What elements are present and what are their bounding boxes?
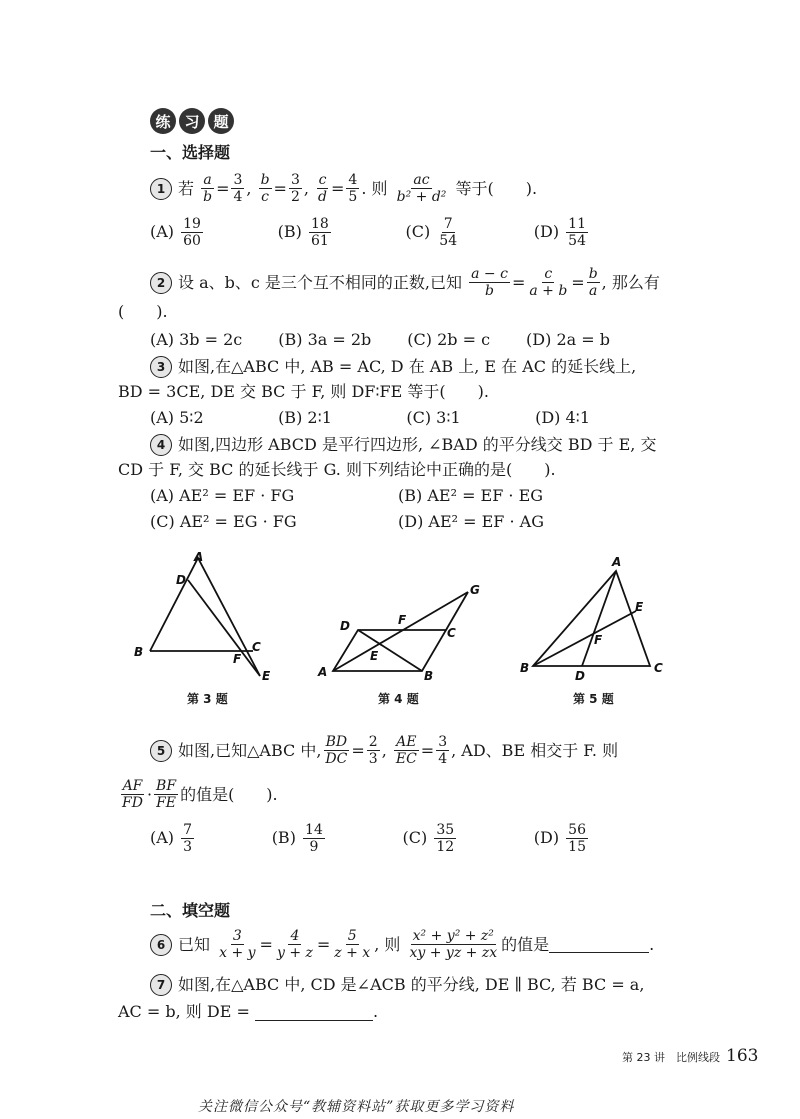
q3-options [150,408,590,428]
question-6: 6 已知 $\frac{3}{x + y}$ = $\frac{4}{y + z}$ = $\frac{5}{z + x}$ , 则 $\frac{\text{x² + y² + z²}}{xy + yz + zx}$ 的值是 . [150,928,654,961]
point-label: D [340,619,350,633]
fraction: $\frac{ac}{\text{b² + d²}}$ [396,172,447,205]
exercise-header [150,108,234,134]
option-d: (D) 4∶1 [535,408,590,427]
header-badge: 习 [179,108,205,134]
fraction: $\frac{4}{y + z}$ [276,928,313,961]
point-label: B [134,645,144,659]
chapter-title: 第 23 讲 比例线段 [622,1051,720,1064]
page-footer [622,1046,758,1066]
question-3 [150,356,636,378]
option-c: (C) $\frac{35}{12}$ [402,822,455,855]
fraction: $\frac{3}{4}$ [233,172,243,205]
question-2: 2 设 a、b、c 是三个互不相同的正数,已知 $\frac{a - c}{b}$ = $\frac{c}{a + b}$ = $\frac{b}{a}$ , 那么有 [150,266,660,299]
point-label: D [176,573,186,587]
question-text: 如图,在△ABC 中, AB = AC, D 在 AB 上, E 在 AC 的延长线上, [178,357,637,376]
option-d: (D) $\frac{11}{54}$ [533,216,586,249]
option-c: (C) AE² = EG · FG [150,512,297,531]
question-text: 如图,四边形 ABCD 是平行四边形, ∠BAD 的平分线交 BD 于 E, 交 [178,435,657,454]
question-1: 1 若 $\frac{a}{b}$ = $\frac{3}{4}$ , $\frac{b}{c}$ = $\frac{3}{2}$ , $\frac{c}{d}$ = $\frac{4}{5}$ . 则 $\frac{ac}{\text{b² + d²}}$ 等于( ). [150,172,537,205]
question-number: 7 [150,974,172,996]
fraction: $\frac{b}{a}$ [588,266,598,299]
fraction: $\frac{a - c}{b}$ [471,266,508,299]
option-b: (B) AE² = EF · EG [398,486,544,505]
fraction: $\frac{3}{2}$ [290,172,300,205]
question-5: 5 如图,已知△ABC 中, $\frac{BD}{DC}$ = $\frac{2}{3}$ , $\frac{AE}{EC}$ = $\frac{3}{4}$ , AD、BE 相交于 F. 则 [150,734,618,767]
point-label: F [594,633,603,647]
question-number: 6 [150,934,172,956]
question-text: . 则 [361,178,388,198]
option-d: (D) 2a = b [526,330,610,349]
question-text: 已知 [178,934,211,954]
fraction: $\frac{5}{z + x}$ [334,928,371,961]
point-label: F [398,613,407,627]
question-text: 如图,在△ABC 中, CD 是∠ACB 的平分线, DE ∥ BC, 若 BC = a, [178,975,645,994]
watermark: 关注微信公众号“教辅资料站”获取更多学习资料 [198,1099,515,1115]
point-label: B [520,661,530,675]
point-label: D [575,669,585,683]
fraction: $\frac{c}{d}$ [318,172,328,205]
q2-options [150,330,610,350]
fraction: $\frac{BF}{FE}$ [156,778,177,811]
option-b: (B) 3a = 2b [278,330,372,349]
point-label: A [612,555,622,569]
fraction: $\frac{b}{c}$ [260,172,270,205]
option-c: (C) 3∶1 [406,408,461,427]
option-d: (D) AE² = EF · AG [398,512,544,531]
point-label: G [470,583,480,597]
fraction: $\frac{AE}{EC}$ [395,734,417,767]
question-text: BD = 3CE, DE 交 BC 于 F, 则 DF∶FE 等于( ). [118,382,489,401]
question-number: 2 [150,272,172,294]
option-a: (A) $\frac{19}{60}$ [150,216,201,249]
figure-caption: 第 3 题 [187,692,228,706]
question-text: , 则 [374,934,401,954]
point-label: C [654,661,663,675]
fraction: $\frac{4}{5}$ [348,172,358,205]
option-a: (A) AE² = EF · FG [150,486,295,505]
fraction: $\frac{AF}{FD}$ [122,778,143,811]
point-label: A [318,665,328,679]
fraction: $\frac{\text{x² + y² + z²}}{xy + yz + zx}$ [409,928,498,961]
question-text: 如图,已知△ABC 中, [178,740,322,760]
point-label: E [370,649,379,663]
point-label: E [262,669,271,683]
question-4 [150,434,656,456]
question-text: 设 a、b、c 是三个互不相同的正数,已知 [178,272,463,292]
question-text: , 那么有 [601,272,660,292]
point-label: A [194,550,204,564]
figures [120,548,700,713]
option-a: (A) 5∶2 [150,408,204,427]
page-number: 163 [726,1046,759,1066]
header-badge: 练 [150,108,176,134]
question-7 [150,974,644,996]
option-c: (C) 2b = c [407,330,491,349]
option-c: (C) $\frac{7}{54}$ [405,216,458,249]
header-badge: 题 [208,108,234,134]
question-number: 3 [150,356,172,378]
option-a: (A) $\frac{7}{3}$ [150,822,193,855]
answer-blank[interactable] [549,936,649,953]
fraction: $\frac{2}{3}$ [368,734,378,767]
question-text: CD 于 F, 交 BC 的延长线于 G. 则下列结论中正确的是( ). [118,460,556,479]
question-text: $\frac{AF}{FD}$ · $\frac{BF}{FE}$ 的值是( ). [122,778,278,811]
option-b: (B) $\frac{14}{9}$ [271,822,323,855]
q1-options [150,216,590,249]
fig5-triangle [533,571,650,666]
question-text: AC = b, 则 DE = . [118,1002,379,1021]
q5-options [150,822,590,855]
section-title: 二、填空题 [150,901,231,920]
question-number: 5 [150,740,172,762]
fraction: $\frac{c}{a + b}$ [529,266,568,299]
question-text: 若 [178,178,195,198]
fig5-line-ad [582,571,616,666]
fig3-triangle-sides [150,558,260,676]
question-text: 等于( ). [455,178,538,198]
option-d: (D) $\frac{56}{15}$ [533,822,586,855]
question-number: 1 [150,178,172,200]
fraction: $\frac{BD}{DC}$ [325,734,348,767]
point-label: F [233,652,242,666]
option-a: (A) 3b = 2c [150,330,243,349]
fraction: $\frac{3}{x + y}$ [219,928,256,961]
point-label: C [252,640,261,654]
figure-caption: 第 5 题 [573,692,614,706]
figure-caption: 第 4 题 [378,692,419,706]
fraction: $\frac{3}{4}$ [438,734,448,767]
question-text: ( ). [118,302,168,321]
point-label: B [424,669,434,683]
option-b: (B) $\frac{18}{61}$ [277,216,329,249]
point-label: E [635,600,644,614]
section-title: 一、选择题 [150,143,231,162]
point-label: C [447,626,456,640]
question-text: 的值是 [501,934,550,954]
question-text: , AD、BE 相交于 F. 则 [451,740,619,760]
question-number: 4 [150,434,172,456]
fraction: $\frac{a}{b}$ [203,172,213,205]
fig3-line-de [188,580,260,676]
answer-blank[interactable] [255,1004,373,1021]
option-b: (B) 2∶1 [278,408,332,427]
